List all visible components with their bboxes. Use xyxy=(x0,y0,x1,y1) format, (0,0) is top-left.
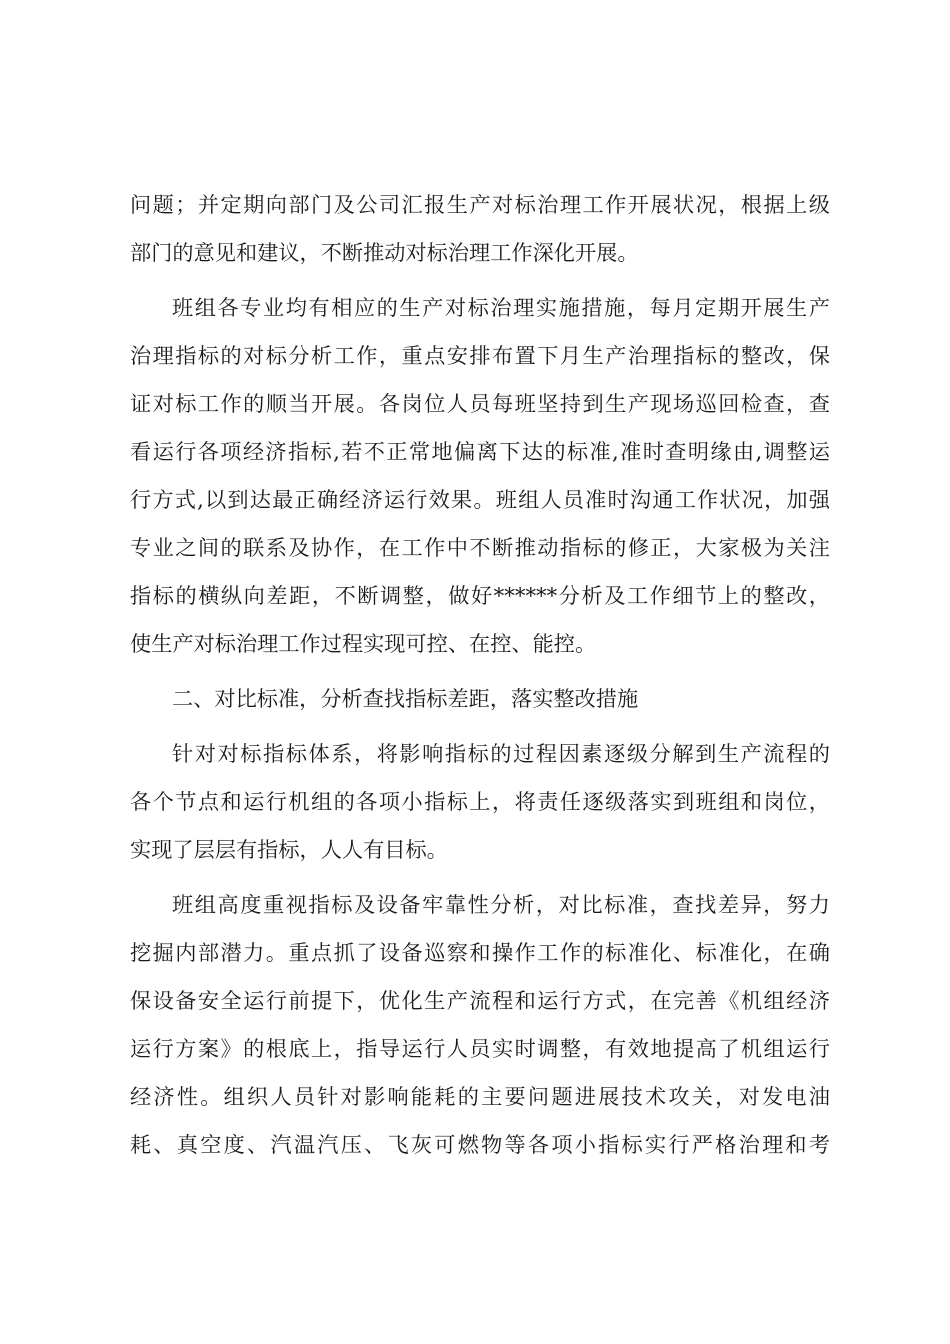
paragraph-line: 证对标工作的顺当开展。各岗位人员每班坚持到生产现场巡回检查，查 xyxy=(130,391,830,416)
paragraph-line: 部门的意见和建议，不断推动对标治理工作深化开展。 xyxy=(130,240,639,265)
paragraph-line: 保设备安全运行前提下，优化生产流程和运行方式，在完善《机组经济 xyxy=(130,988,830,1013)
paragraph-line: 各个节点和运行机组的各项小指标上，将责任逐级落实到班组和岗位， xyxy=(130,789,830,814)
paragraph-line: 挖掘内部潜力。重点抓了设备巡察和操作工作的标准化、标准化，在确 xyxy=(130,940,830,965)
paragraph-line: 运行方案》的根底上，指导运行人员实时调整，有效地提高了机组运行 xyxy=(130,1036,830,1061)
paragraph-line: 看运行各项经济指标,若不正常地偏离下达的标准,准时查明缘由,调整运 xyxy=(130,439,830,464)
paragraph-line: 实现了层层有指标，人人有目标。 xyxy=(130,837,448,862)
paragraph-line: 行方式,以到达最正确经济运行效果。班组人员准时沟通工作状况，加强 xyxy=(130,487,830,512)
paragraph-line: 指标的横纵向差距，不断调整，做好******分析及工作细节上的整改， xyxy=(130,583,830,608)
paragraph-line: 使生产对标治理工作过程实现可控、在控、能控。 xyxy=(130,631,597,656)
paragraph-line: 针对对标指标体系，将影响指标的过程因素逐级分解到生产流程的 xyxy=(172,741,830,766)
paragraph-line: 班组高度重视指标及设备牢靠性分析，对比标准，查找差异，努力 xyxy=(172,892,830,917)
paragraph-line: 经济性。组织人员针对影响能耗的主要问题进展技术攻关，对发电油 xyxy=(130,1084,830,1109)
paragraph-line: 治理指标的对标分析工作，重点安排布置下月生产治理指标的整改，保 xyxy=(130,343,830,368)
section-heading: 二、对比标准，分析查找指标差距，落实整改措施 xyxy=(172,686,639,711)
paragraph-line: 问题；并定期向部门及公司汇报生产对标治理工作开展状况，根据上级 xyxy=(130,192,830,217)
paragraph-line: 专业之间的联系及协作，在工作中不断推动指标的修正，大家极为关注 xyxy=(130,535,830,560)
paragraph-line: 班组各专业均有相应的生产对标治理实施措施，每月定期开展生产 xyxy=(172,295,830,320)
paragraph-line: 耗、真空度、汽温汽压、飞灰可燃物等各项小指标实行严格治理和考 xyxy=(130,1132,830,1157)
